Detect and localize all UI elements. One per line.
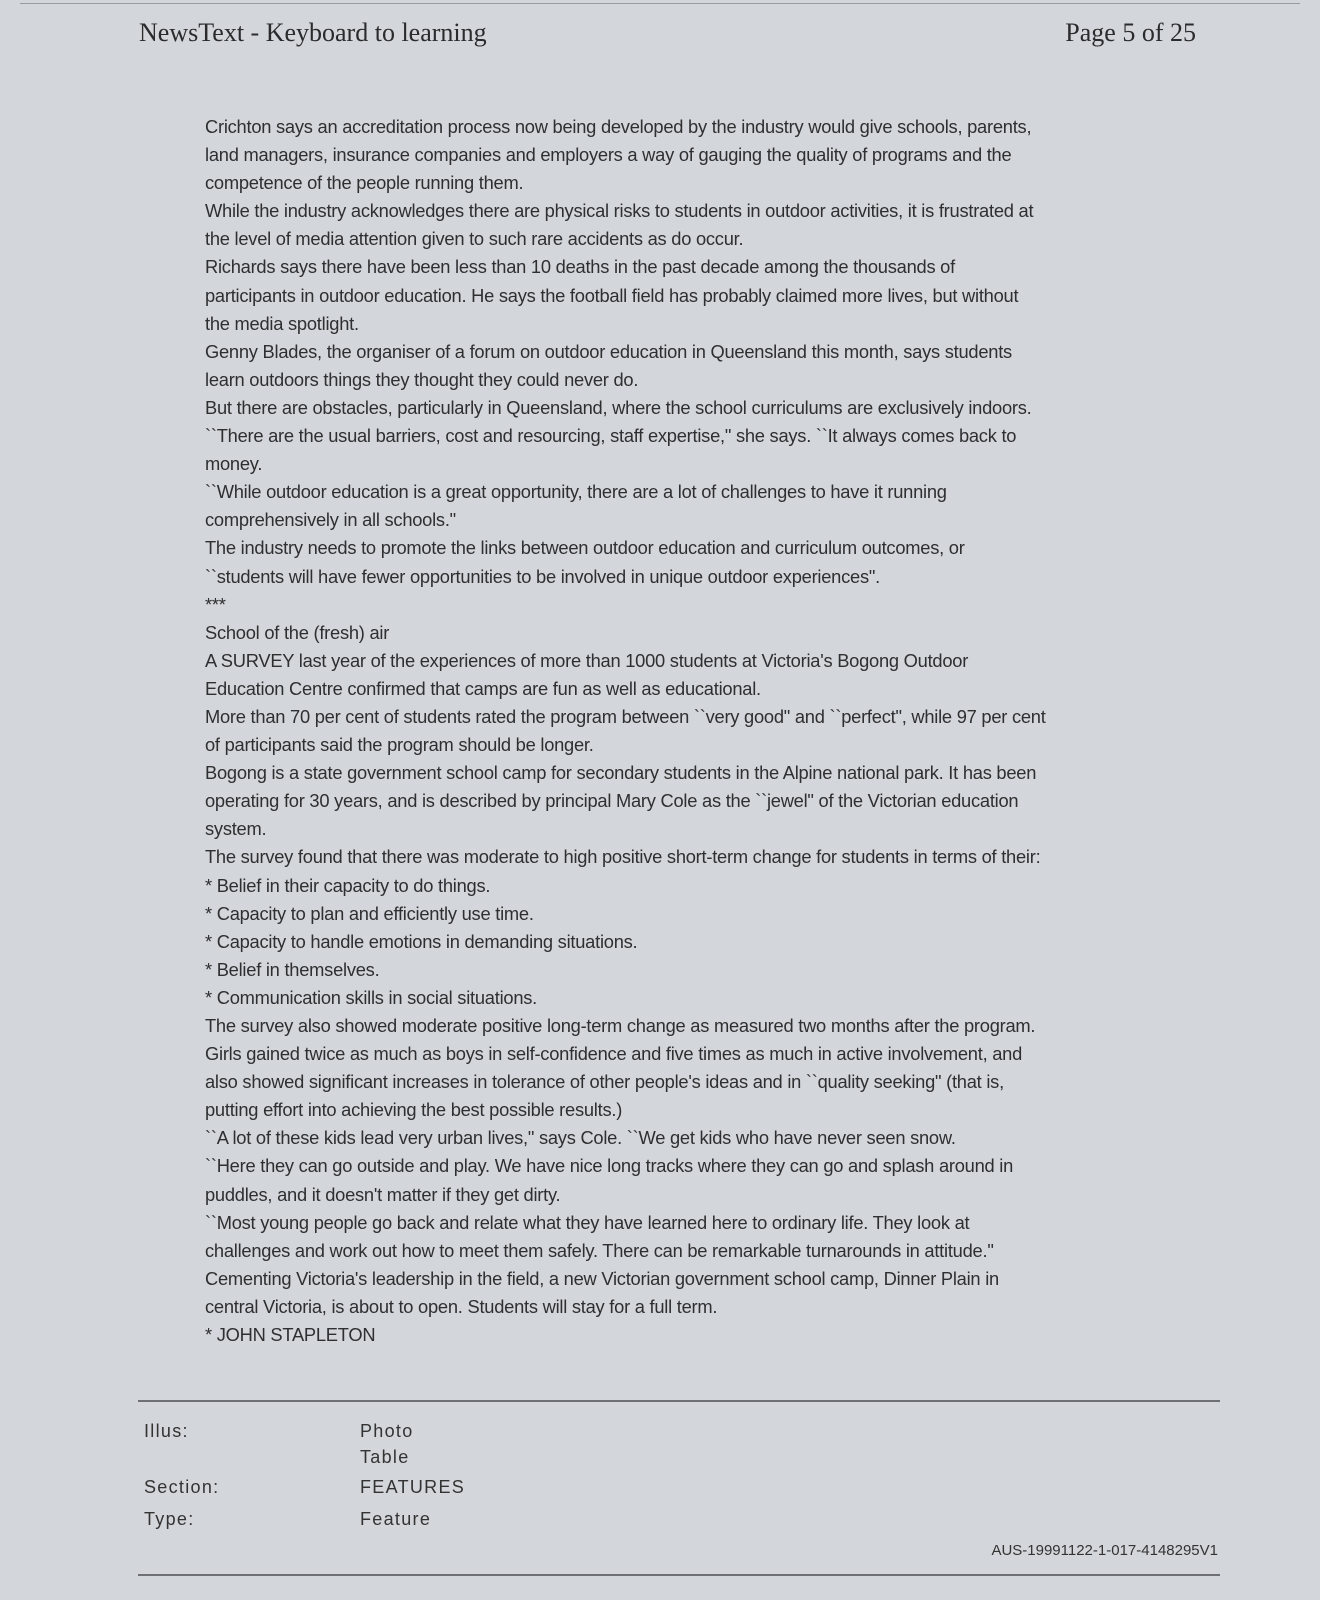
text-line: A SURVEY last year of the experiences of more than 1000 students at Victoria's Bogong Outdoor: [205, 649, 969, 671]
text-line: ``There are the usual barriers, cost and resourcing, staff expertise," she says. ``It always comes back to: [205, 425, 1017, 447]
text-line: The industry needs to promote the links between outdoor education and curriculum outcomes, or: [205, 537, 965, 559]
text-line: * Capacity to plan and efficiently use time.: [205, 902, 534, 924]
text-line: The survey found that there was moderate to high positive short-term change for students in terms of their:: [205, 846, 1041, 868]
text-line: * Capacity to handle emotions in demanding situations.: [205, 930, 638, 952]
text-line: ***: [205, 593, 226, 615]
text-line: the media spotlight.: [205, 312, 359, 334]
text-line: operating for 30 years, and is described by principal Mary Cole as the ``jewel" of the Victorian education: [205, 790, 1019, 812]
text-line: land managers, insurance companies and employers a way of gauging the quality of programs and the: [205, 144, 1012, 166]
text-line: Genny Blades, the organiser of a forum on outdoor education in Queensland this month, says students: [205, 340, 1012, 362]
text-line: ``A lot of these kids lead very urban lives," says Cole. ``We get kids who have never seen snow.: [205, 1127, 956, 1149]
illus-label: Illus:: [144, 1421, 189, 1441]
article-body: [205, 113, 1165, 1349]
text-line: Richards says there have been less than 10 deaths in the past decade among the thousands of: [205, 256, 955, 278]
text-line: Crichton says an accreditation process now being developed by the industry would give schools, parents,: [205, 116, 1032, 137]
text-line: Girls gained twice as much as boys in self-confidence and five times as much in active involvement, and: [205, 1043, 1023, 1065]
text-line: learn outdoors things they thought they could never do.: [205, 368, 639, 390]
text-line: also showed significant increases in tolerance of other people's ideas and in ``quality seeking" (that is,: [205, 1071, 1004, 1093]
text-line: money.: [205, 453, 263, 475]
type-label: Type:: [144, 1509, 195, 1529]
text-line: * Belief in their capacity to do things.: [205, 874, 491, 896]
text-line: The survey also showed moderate positive long-term change as measured two months after the program.: [205, 1015, 1036, 1036]
illus-value-photo: Photo: [360, 1421, 414, 1441]
text-line: While the industry acknowledges there are physical risks to students in outdoor activities, it is frustrated at: [205, 200, 1034, 222]
footer-divider-top: [138, 1400, 1220, 1402]
footer-divider-bottom: [138, 1574, 1220, 1576]
page-number: Page 5 of 25: [1065, 18, 1196, 47]
text-line: Education Centre confirmed that camps are fun as well as educational.: [205, 677, 761, 699]
text-line: of participants said the program should be longer.: [205, 734, 594, 756]
text-line: Cementing Victoria's leadership in the field, a new Victorian government school camp, Dinner Plain in: [205, 1267, 999, 1289]
text-line: competence of the people running them.: [205, 172, 524, 194]
text-line: participants in outdoor education. He says the football field has probably claimed more lives, but without: [205, 284, 1019, 306]
text-line: ``While outdoor education is a great opportunity, there are a lot of challenges to have it running: [205, 481, 947, 503]
type-value: Feature: [360, 1509, 432, 1529]
text-line: ``students will have fewer opportunities to be involved in unique outdoor experiences".: [205, 565, 880, 587]
document-id: AUS-19991122-1-017-4148295V1: [991, 1542, 1218, 1559]
text-line: More than 70 per cent of students rated the program between ``very good" and ``perfect", while 97 per cent: [205, 705, 1046, 727]
text-line: ``Here they can go outside and play. We have nice long tracks where they can go and splash around in: [205, 1155, 1014, 1177]
text-line: the level of media attention given to such rare accidents as do occur.: [205, 228, 744, 250]
text-line: challenges and work out how to meet them safely. There can be remarkable turnarounds in attitude.": [205, 1239, 994, 1261]
text-line: * Belief in themselves.: [205, 958, 380, 980]
text-line: School of the (fresh) air: [205, 621, 390, 643]
illus-value-table: Table: [360, 1447, 410, 1467]
text-line: Bogong is a state government school camp for secondary students in the Alpine national park. It has been: [205, 762, 1037, 784]
text-line: ``Most young people go back and relate what they have learned here to ordinary life. They look at: [205, 1211, 970, 1233]
text-line: But there are obstacles, particularly in Queensland, where the school curriculums are exclusively indoors.: [205, 396, 1032, 418]
text-line: comprehensively in all schools.": [205, 509, 456, 531]
text-line: putting effort into achieving the best possible results.): [205, 1099, 623, 1121]
section-value: FEATURES: [360, 1477, 466, 1497]
text-line: puddles, and it doesn't matter if they get dirty.: [205, 1183, 561, 1205]
document-title: NewsText - Keyboard to learning: [139, 18, 487, 47]
text-line: * JOHN STAPLETON: [205, 1324, 376, 1346]
text-line: central Victoria, is about to open. Students will stay for a full term.: [205, 1295, 718, 1317]
top-rule: [20, 3, 1300, 4]
section-label: Section:: [144, 1477, 220, 1497]
text-line: system.: [205, 818, 267, 840]
text-line: * Communication skills in social situations.: [205, 986, 538, 1008]
